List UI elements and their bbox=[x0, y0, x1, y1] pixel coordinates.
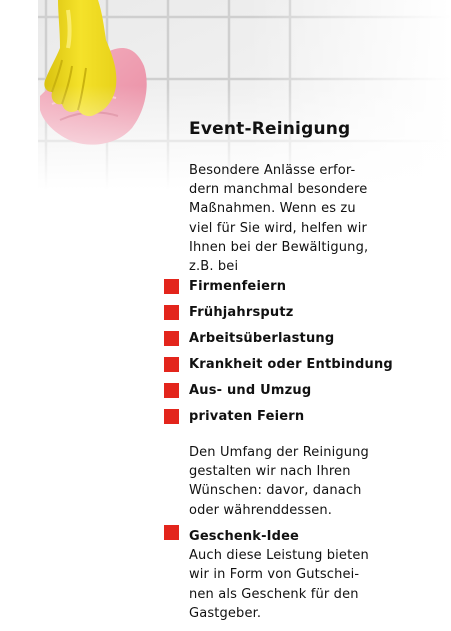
list-item: Frühjahrsputz bbox=[189, 305, 294, 320]
list-item: Aus- und Umzug bbox=[189, 383, 312, 398]
red-square-bullet-icon bbox=[164, 279, 179, 294]
red-square-bullet-icon bbox=[164, 357, 179, 372]
gift-idea-title: Geschenk-Idee bbox=[189, 529, 300, 544]
list-item: Firmenfeiern bbox=[189, 279, 287, 294]
red-square-bullet-icon bbox=[164, 383, 179, 398]
red-square-bullet-icon bbox=[164, 525, 179, 540]
intro-text: Besondere Anlässe erfor- dern manchmal besondere Maßnahmen. Wenn es zu viel für Sie wird, helfen wir Ihnen bei der Bewältigung, z.B. bei bbox=[189, 163, 369, 275]
scope-text: Den Umfang der Reinigung gestalten wir nach Ihren Wünschen: davor, danach oder währenddessen. bbox=[189, 445, 369, 518]
list-item: privaten Feiern bbox=[189, 409, 305, 424]
gift-idea-text: Auch diese Leistung bieten wir in Form von Gutschei- nen als Geschenk für den Gastgeber. bbox=[189, 548, 369, 621]
red-square-bullet-icon bbox=[164, 305, 179, 320]
gift-idea-section bbox=[189, 527, 451, 623]
list-item: Krankheit oder Entbindung bbox=[189, 357, 393, 372]
list-item: Arbeitsüberlastung bbox=[189, 331, 335, 346]
red-square-bullet-icon bbox=[164, 331, 179, 346]
page-title: Event-Reinigung bbox=[189, 119, 351, 139]
red-square-bullet-icon bbox=[164, 409, 179, 424]
